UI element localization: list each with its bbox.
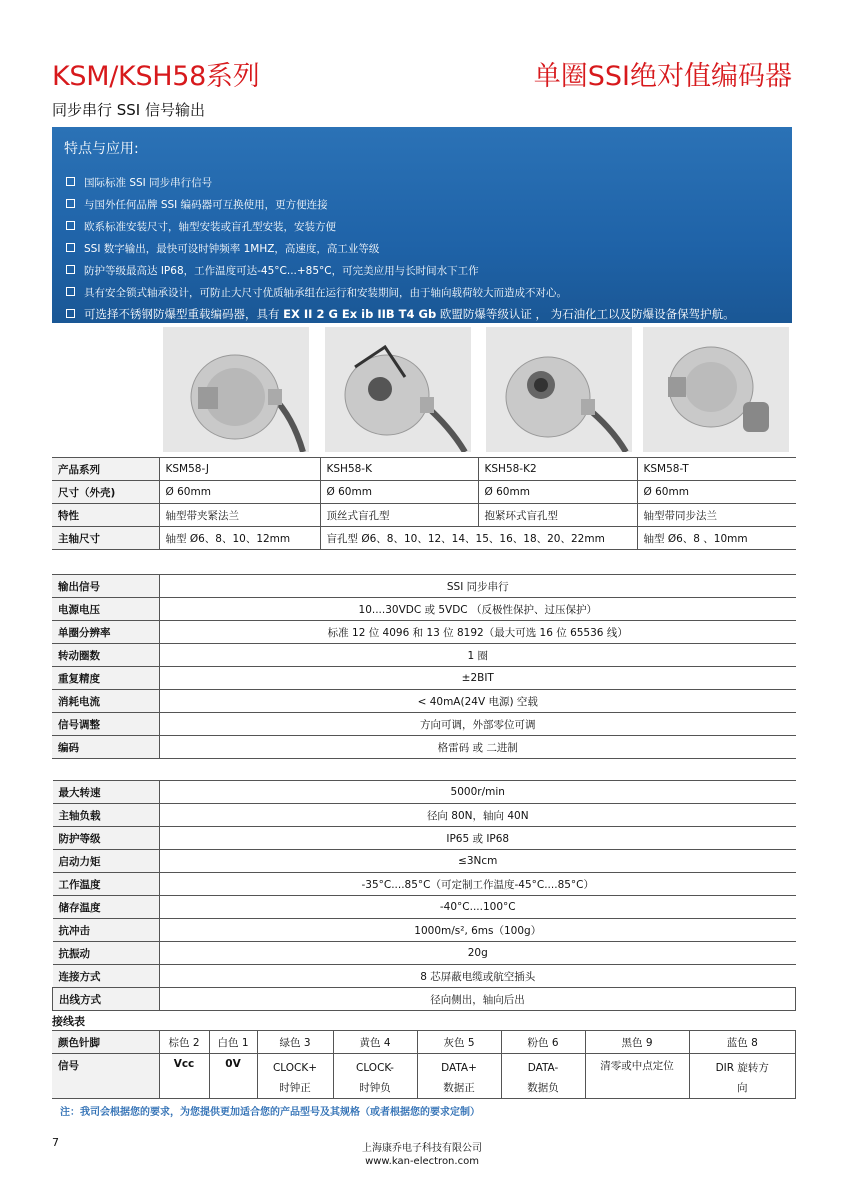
photo-ksm58-j — [163, 327, 309, 452]
feature-item-explosion-proof: 可选择不锈钢防爆型重载编码器，具有 EX II 2 G Ex ib IIB T4 Gb 欧盟防爆等级认证 ， 为石油化工以及防爆设备保驾护航。 — [66, 306, 735, 322]
table-row — [53, 896, 796, 919]
checkbox-icon — [66, 309, 75, 318]
spec-label: 连接方式 — [53, 965, 160, 988]
spec-value: IP65 或 IP68 — [160, 827, 796, 850]
wiring-table — [52, 1030, 796, 1099]
row-label: 产品系列 — [52, 458, 159, 481]
spec-label: 抗振动 — [53, 942, 160, 965]
checkbox-icon — [66, 265, 75, 274]
checkbox-icon — [66, 221, 75, 230]
product-title: 单圈SSI绝对值编码器 — [533, 61, 792, 92]
spec-label: 单圈分辨率 — [52, 621, 159, 644]
pin-color: 灰色 5 — [417, 1031, 501, 1054]
mechanical-specs-table — [52, 780, 796, 1011]
pin-color: 蓝色 8 — [689, 1031, 796, 1054]
signal-cell: DATA- 数据负 — [501, 1054, 585, 1099]
signal-cell: Vcc — [159, 1054, 209, 1099]
table-row — [52, 527, 796, 550]
model-cell: Ø 60mm — [320, 481, 478, 504]
table-row — [52, 713, 796, 736]
model-cell: Ø 60mm — [478, 481, 637, 504]
pin-color: 绿色 3 — [257, 1031, 333, 1054]
row-label: 主轴尺寸 — [52, 527, 159, 550]
spec-value: ≤3Ncm — [160, 850, 796, 873]
photo-ksm58-t — [643, 327, 789, 452]
spec-label: 电源电压 — [52, 598, 159, 621]
spec-label: 启动力矩 — [53, 850, 160, 873]
model-cell: 轴型 Ø6、8、10、12mm — [159, 527, 320, 550]
signal-cell: DATA+ 数据正 — [417, 1054, 501, 1099]
pin-color: 黄色 4 — [333, 1031, 417, 1054]
model-cell: 抱紧环式盲孔型 — [478, 504, 637, 527]
spec-label: 防护等级 — [53, 827, 160, 850]
spec-label: 储存温度 — [53, 896, 160, 919]
photo-ksh58-k — [325, 327, 471, 452]
photo-ksh58-k2 — [486, 327, 632, 452]
model-cell: KSM58-T — [637, 458, 796, 481]
spec-value: 1000m/s², 6ms（100g） — [160, 919, 796, 942]
model-cell: Ø 60mm — [159, 481, 320, 504]
pin-color: 白色 1 — [209, 1031, 257, 1054]
signal-cell: CLOCK- 时钟负 — [333, 1054, 417, 1099]
table-row — [53, 804, 796, 827]
models-table — [52, 457, 796, 550]
spec-value: 径向 80N，轴向 40N — [160, 804, 796, 827]
table-row — [52, 736, 796, 759]
table-row — [53, 965, 796, 988]
signal-label: 信号 — [52, 1054, 159, 1099]
spec-value: < 40mA(24V 电源) 空载 — [159, 690, 796, 713]
model-cell: 顶丝式盲孔型 — [320, 504, 478, 527]
model-cell: Ø 60mm — [637, 481, 796, 504]
spec-label: 最大转速 — [53, 781, 160, 804]
table-row — [52, 504, 796, 527]
table-row — [53, 919, 796, 942]
page-number: 7 — [52, 1136, 59, 1149]
spec-label: 信号调整 — [52, 713, 159, 736]
row-label: 尺寸（外壳) — [52, 481, 159, 504]
spec-value: 格雷码 或 二进制 — [159, 736, 796, 759]
table-row — [53, 781, 796, 804]
series-title: KSM/KSH58系列 — [52, 61, 260, 92]
model-cell: KSH58-K — [320, 458, 478, 481]
table-row — [52, 575, 796, 598]
spec-label: 编码 — [52, 736, 159, 759]
feature-item: 防护等级最高达 IP68，工作温度可达-45°C...+85°C，可完美应用与长时间水下工作 — [66, 263, 479, 278]
table-row — [53, 827, 796, 850]
model-cell: 轴型带夹紧法兰 — [159, 504, 320, 527]
feature-item: SSI 数字输出，最快可设时钟频率 1MHZ，高速度，高工业等级 — [66, 241, 379, 256]
spec-value: 20g — [160, 942, 796, 965]
table-row — [52, 458, 796, 481]
features-panel — [52, 127, 792, 323]
spec-label: 输出信号 — [52, 575, 159, 598]
table-row — [52, 690, 796, 713]
table-row — [53, 850, 796, 873]
spec-value: 方向可调，外部零位可调 — [159, 713, 796, 736]
spec-value: -35°C....85°C（可定制工作温度-45°C....85°C） — [160, 873, 796, 896]
model-cell: KSH58-K2 — [478, 458, 637, 481]
model-cell: 盲孔型 Ø6、8、10、12、14、15、16、18、20、22mm — [320, 527, 637, 550]
table-row — [52, 481, 796, 504]
spec-value: 10....30VDC 或 5VDC （反极性保护、过压保护） — [159, 598, 796, 621]
subtitle: 同步串行 SSI 信号输出 — [52, 101, 206, 119]
table-row — [52, 1054, 796, 1099]
spec-label: 重复精度 — [52, 667, 159, 690]
feature-item: 国际标准 SSI 同步串行信号 — [66, 175, 212, 190]
signal-cell: 0V — [209, 1054, 257, 1099]
spec-label: 出线方式 — [53, 988, 160, 1011]
spec-value: ±2BIT — [159, 667, 796, 690]
spec-value: SSI 同步串行 — [159, 575, 796, 598]
spec-value: 8 芯屏蔽电缆或航空插头 — [160, 965, 796, 988]
table-row — [53, 988, 796, 1011]
spec-value: 1 圈 — [159, 644, 796, 667]
spec-value: 5000r/min — [160, 781, 796, 804]
model-cell: KSM58-J — [159, 458, 320, 481]
spec-label: 转动圈数 — [52, 644, 159, 667]
pin-color: 粉色 6 — [501, 1031, 585, 1054]
checkbox-icon — [66, 287, 75, 296]
table-row — [52, 1031, 796, 1054]
features-heading: 特点与应用: — [64, 141, 139, 157]
spec-label: 主轴负载 — [53, 804, 160, 827]
table-row — [52, 598, 796, 621]
footnote: 注：我司会根据您的要求，为您提供更加适合您的产品型号及其规格（或者根据您的要求定制） — [60, 1107, 480, 1118]
pin-color: 黑色 9 — [585, 1031, 689, 1054]
signal-cell: DIR 旋转方 向 — [689, 1054, 796, 1099]
checkbox-icon — [66, 199, 75, 208]
model-cell: 轴型 Ø6、8 、10mm — [637, 527, 796, 550]
signal-cell: CLOCK+ 时钟正 — [257, 1054, 333, 1099]
signal-cell: 清零或中点定位 — [585, 1054, 689, 1099]
spec-label: 工作温度 — [53, 873, 160, 896]
row-label: 特性 — [52, 504, 159, 527]
pin-label: 颜色针脚 — [52, 1031, 159, 1054]
website-link[interactable]: www.kan-electron.com — [365, 1156, 479, 1167]
feature-item: 具有安全锁式轴承设计，可防止大尺寸优质轴承组在运行和安装期间，由于轴向载荷较大而造成不对心。 — [66, 285, 567, 300]
pin-color: 棕色 2 — [159, 1031, 209, 1054]
spec-label: 消耗电流 — [52, 690, 159, 713]
table-row — [52, 644, 796, 667]
table-row — [52, 667, 796, 690]
spec-value: 标准 12 位 4096 和 13 位 8192（最大可选 16 位 65536 线） — [159, 621, 796, 644]
table-row — [53, 942, 796, 965]
electrical-specs-table — [52, 574, 796, 759]
spec-label: 抗冲击 — [53, 919, 160, 942]
feature-item: 与国外任何品牌 SSI 编码器可互换使用，更方便连接 — [66, 197, 328, 212]
checkbox-icon — [66, 177, 75, 186]
spec-value: 径向侧出，轴向后出 — [160, 988, 796, 1011]
table-row — [53, 873, 796, 896]
wiring-heading: 接线表 — [52, 1015, 85, 1028]
spec-value: -40°C....100°C — [160, 896, 796, 919]
feature-item: 欧系标准安装尺寸，轴型安装或盲孔型安装，安装方便 — [66, 219, 336, 234]
checkbox-icon — [66, 243, 75, 252]
company-name: 上海康乔电子科技有限公司 — [362, 1143, 482, 1154]
table-row — [52, 621, 796, 644]
model-cell: 轴型带同步法兰 — [637, 504, 796, 527]
